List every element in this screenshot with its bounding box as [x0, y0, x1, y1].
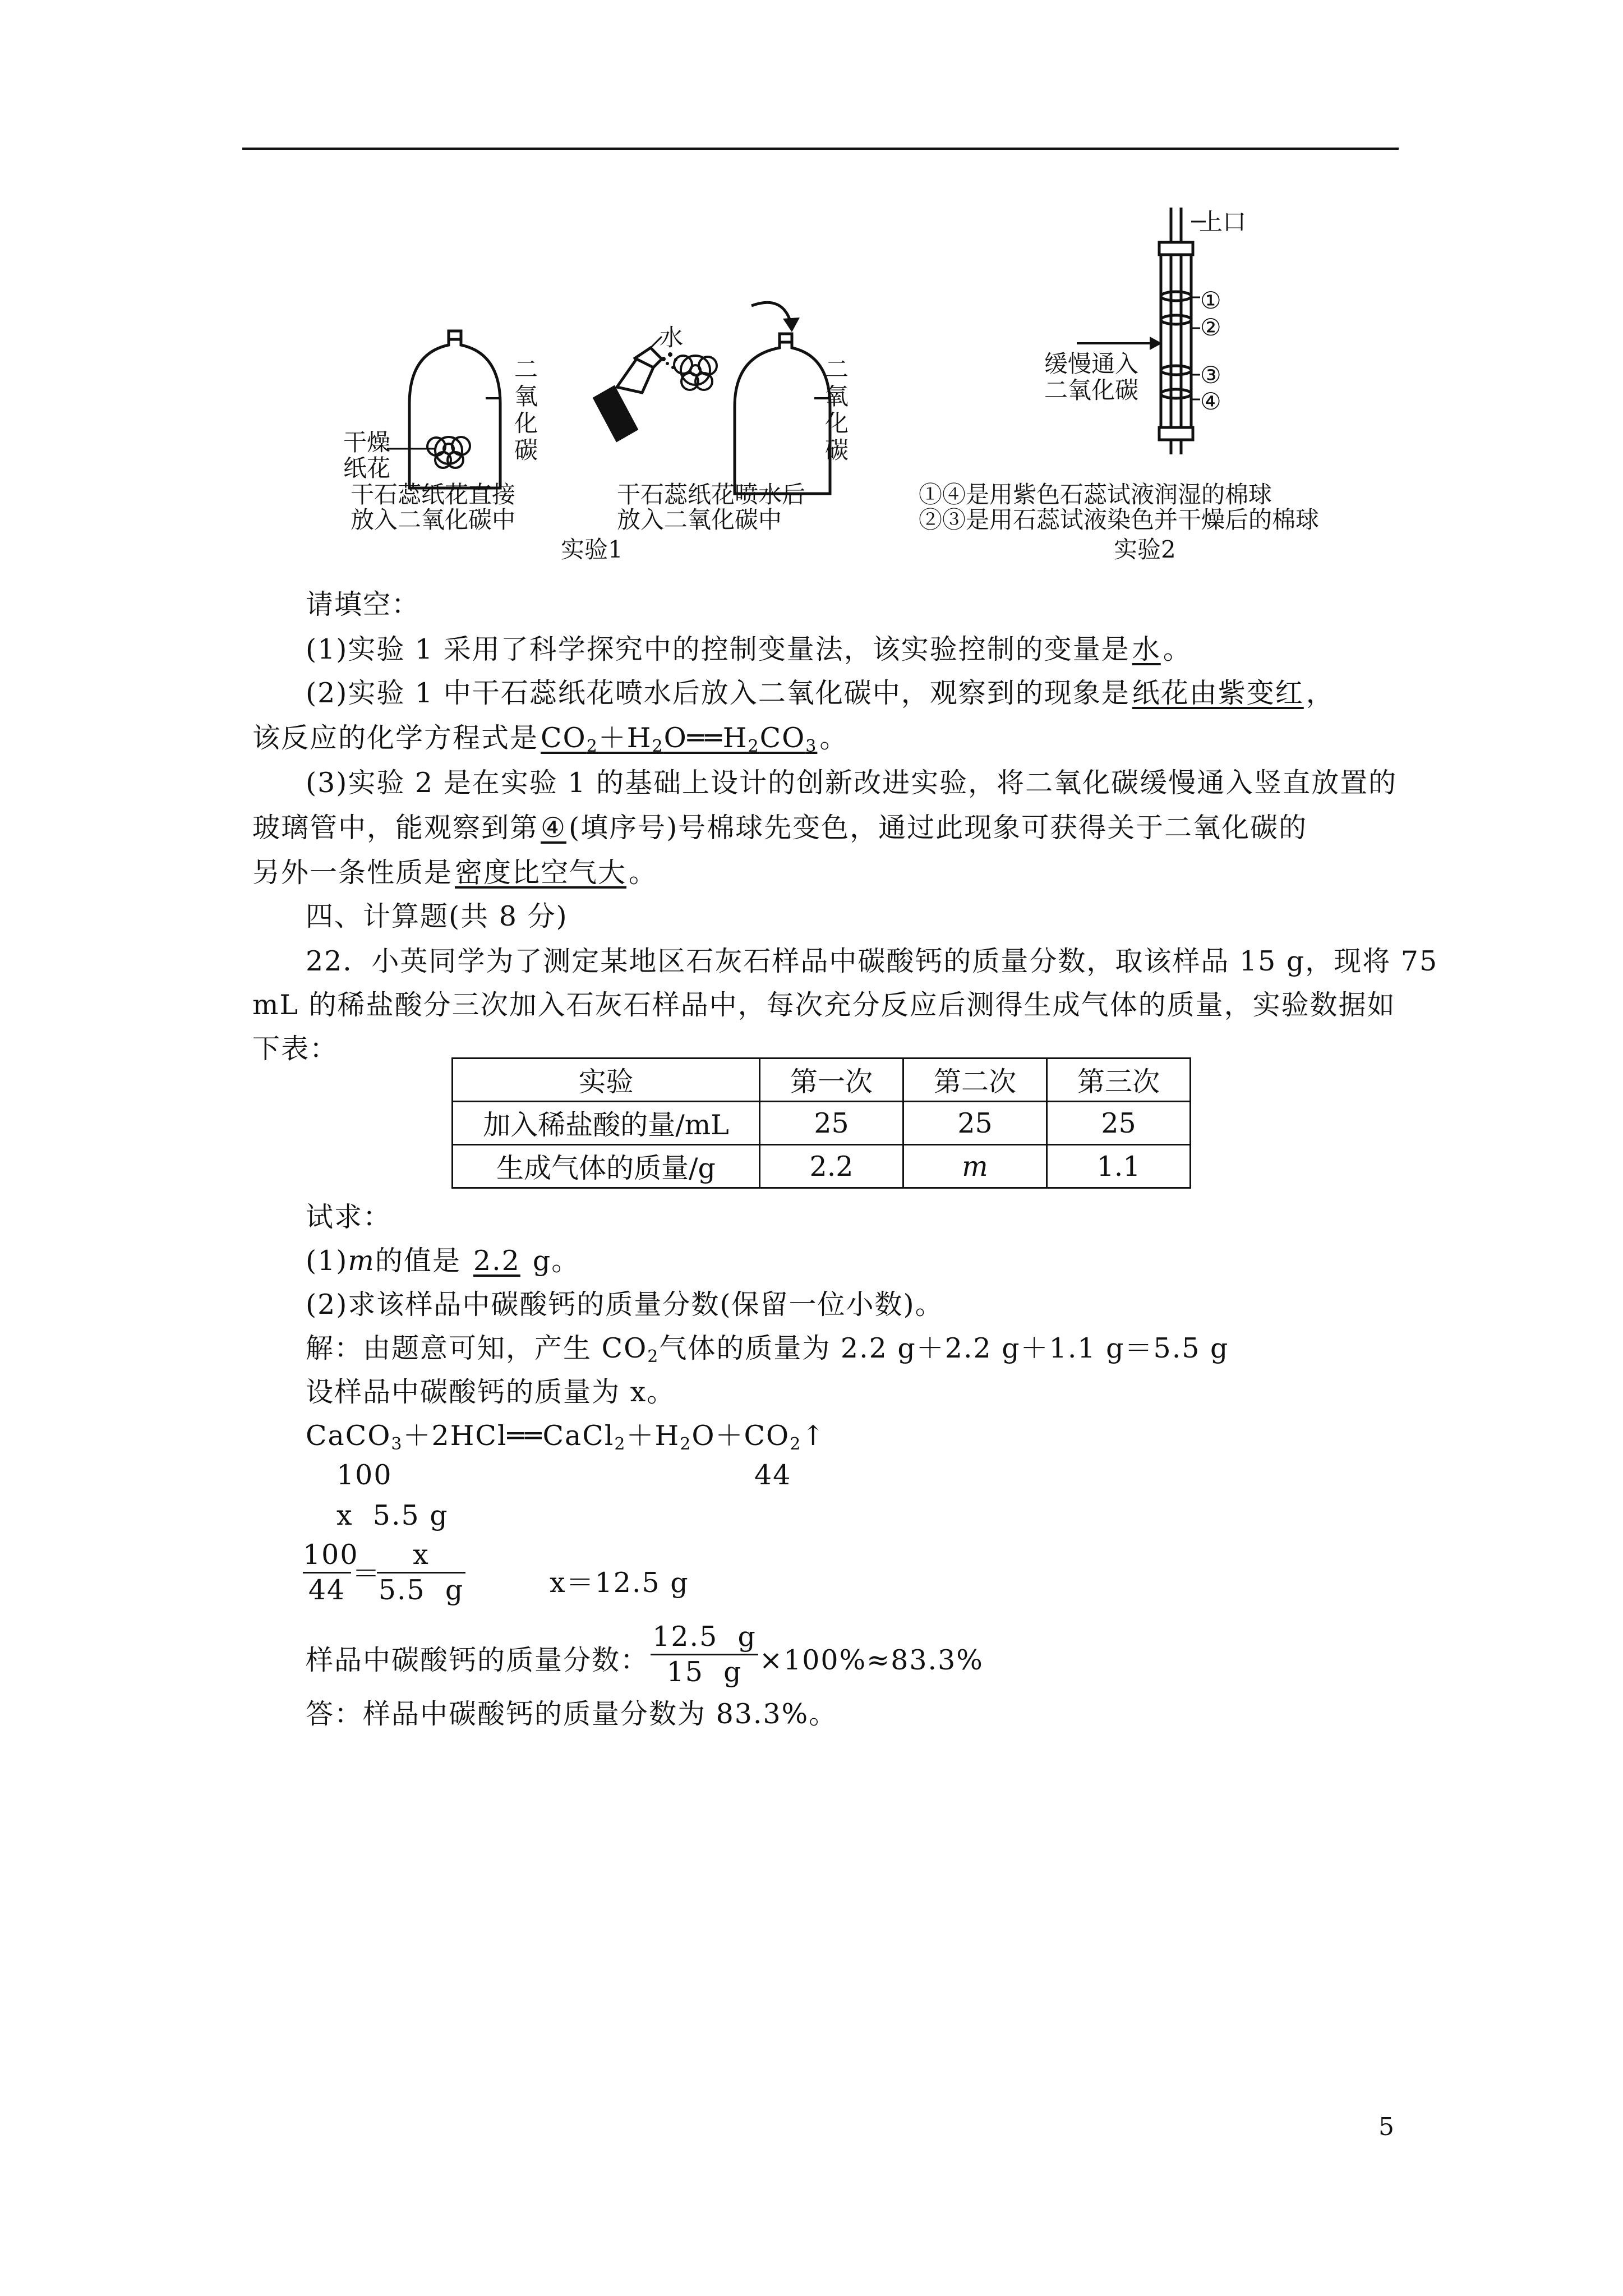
- fraction-percentage: 12.5 g 15 g: [651, 1620, 758, 1689]
- page-number: 5: [1378, 2113, 1395, 2141]
- fraction-left: 100 44: [303, 1539, 359, 1606]
- exp1-title: 实验1: [561, 536, 623, 563]
- table-row: [453, 1145, 1191, 1188]
- q21-p2: (2)实验 1 中干石蕊纸花喷水后放入二氧化碳中，观察到的现象是纸花由紫变红，: [306, 677, 1335, 709]
- q22-line2: mL 的稀盐酸分三次加入石灰石样品中，每次充分反应后测得生成气体的质量，实验数据如: [252, 989, 1396, 1021]
- paper-flower-a: [427, 437, 470, 468]
- table-cell: m: [903, 1145, 1047, 1188]
- inlet-label-1: 缓慢通入: [1044, 350, 1139, 378]
- proportion-equals: ＝: [352, 1558, 381, 1590]
- q22-ask: 试求：: [306, 1201, 392, 1233]
- q22-a1: (1)m的值是 2.2 g。: [306, 1245, 580, 1277]
- gas-bottle-b: [735, 334, 830, 494]
- spray-bottle: [594, 337, 662, 440]
- paper-flower-b: [674, 356, 717, 390]
- mass-row: x 5.5 g: [336, 1499, 449, 1531]
- q21-p2b: 该反应的化学方程式是$CO_2+H_2O══H_2CO_3$。: [252, 722, 849, 756]
- table-cell: 1.1: [1047, 1145, 1191, 1188]
- table-header-cell: 第一次: [760, 1059, 903, 1102]
- molar-mass-caco3: 100: [336, 1459, 393, 1491]
- caption-b-line2: 放入二氧化碳中: [617, 506, 782, 533]
- co2-label-a: 二氧化碳: [514, 356, 538, 464]
- fraction-right: x 5.5 g: [377, 1538, 465, 1607]
- table-cell: 2.2: [760, 1145, 903, 1188]
- table-cell: 25: [903, 1102, 1047, 1145]
- q21-p3-line1: (3)实验 2 是在实验 1 的基础上设计的创新改进实验，将二氧化碳缓慢通入竖直放置的: [306, 767, 1398, 799]
- solution-line2: 设样品中碳酸钙的质量为 x。: [306, 1376, 676, 1408]
- section-heading: 四、计算题(共 8 分): [306, 900, 568, 932]
- q22-a2: (2)求该样品中碳酸钙的质量分数(保留一位小数)。: [306, 1289, 944, 1320]
- table-header-row: [453, 1059, 1191, 1102]
- percentage-label: 样品中碳酸钙的质量分数：: [306, 1644, 649, 1676]
- dry-flower-label: 干燥纸花: [343, 429, 391, 482]
- exp2-title: 实验2: [1114, 536, 1176, 563]
- exp2-note-2: ②③是用石蕊试液染色并干燥后的棉球: [919, 506, 1320, 533]
- q21-p3-line3: 另外一条性质是密度比空气大。: [252, 857, 658, 889]
- q22-line3: 下表：: [252, 1033, 339, 1065]
- q21-p1: (1)实验 1 采用了科学探究中的控制变量法，该实验控制的变量是水。: [306, 633, 1192, 665]
- q22-a1-answer: 2.2: [473, 1245, 520, 1277]
- solution-line1: 解：由题意可知，产生 $CO_2$气体的质量为 2.2 g＋2.2 g＋1.1 g＝5.5 g: [306, 1332, 1229, 1366]
- caption-b-line1: 干石蕊纸花喷水后: [617, 481, 806, 508]
- caption-a-line2: 放入二氧化碳中: [351, 506, 516, 533]
- q21-p3b-answer: 密度比空气大: [455, 857, 627, 889]
- q21-p2-answer: 纸花由紫变红: [1132, 677, 1304, 709]
- ball-label-2: ②: [1200, 314, 1221, 341]
- co2-label-b: 二氧化碳: [824, 356, 849, 464]
- q21-equation: $CO_2+H_2O══H_2CO_3$: [541, 722, 818, 756]
- table-header-cell: 实验: [453, 1059, 760, 1102]
- table-header-cell: 第三次: [1047, 1059, 1191, 1102]
- table-cell: 生成气体的质量/g: [453, 1145, 760, 1188]
- q21-intro: 请填空：: [306, 588, 421, 620]
- q22-line1: 22．小英同学为了测定某地区石灰石样品中碳酸钙的质量分数，取该样品 15 g，现将 75: [306, 945, 1438, 977]
- ball-label-3: ③: [1200, 361, 1221, 389]
- table-cell: 加入稀盐酸的量/mL: [453, 1102, 760, 1145]
- experiment-figure: [0, 0, 1623, 583]
- ball-label-4: ④: [1200, 388, 1221, 415]
- experiment-diagrams: [0, 0, 1623, 583]
- data-table: [451, 1057, 1191, 1189]
- ball-label-1: ①: [1200, 287, 1221, 314]
- table-row: [453, 1102, 1191, 1145]
- table-cell: 25: [760, 1102, 903, 1145]
- q21-p3-line2: 玻璃管中，能观察到第④(填序号)号棉球先变色，通过此现象可获得关于二氧化碳的: [252, 812, 1308, 844]
- table-cell: 25: [1047, 1102, 1191, 1145]
- x-result: x＝12.5 g: [550, 1567, 689, 1599]
- reaction-equation: $CaCO_3+2HCl══CaCl_2+H_2O+CO_2↑$: [306, 1420, 826, 1454]
- molar-mass-co2: 44: [754, 1459, 792, 1491]
- final-answer: 答：样品中碳酸钙的质量分数为 83.3%。: [306, 1698, 838, 1730]
- water-label: 水: [660, 324, 684, 351]
- inlet-label-2: 二氧化碳: [1044, 376, 1139, 404]
- gas-bottle-a: [409, 331, 500, 488]
- glass-tube-apparatus: [1159, 208, 1206, 454]
- exp2-note-1: ①④是用紫色石蕊试液润湿的棉球: [919, 481, 1272, 508]
- percentage-result: ×100%≈83.3%: [759, 1644, 984, 1676]
- q21-p3-answer: ④: [541, 812, 566, 844]
- q21-p1-answer: 水: [1132, 633, 1161, 665]
- tube-top-label: 上口: [1199, 208, 1247, 236]
- caption-a-line1: 干石蕊纸花直接: [351, 481, 516, 508]
- table-header-cell: 第二次: [903, 1059, 1047, 1102]
